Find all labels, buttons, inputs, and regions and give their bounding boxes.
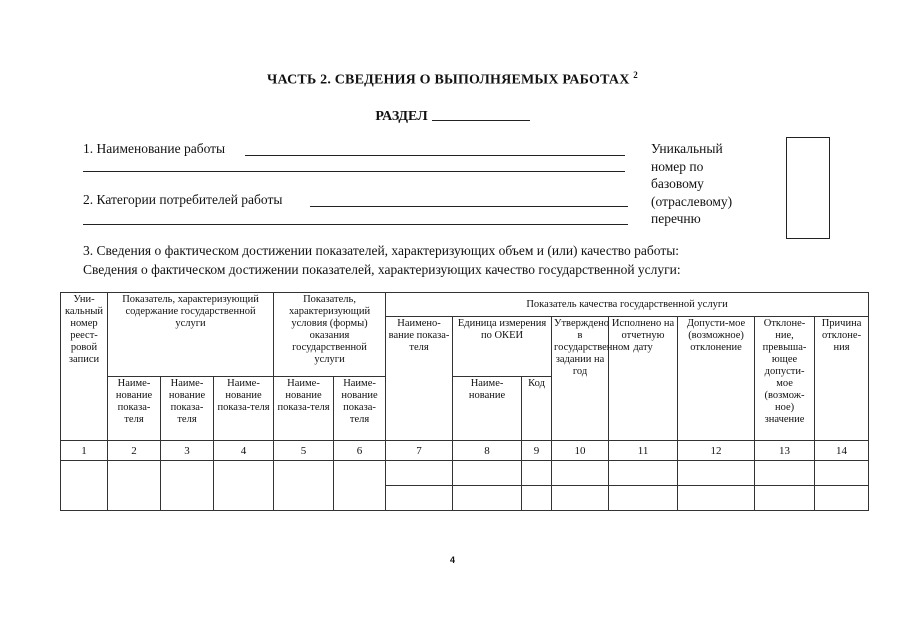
work-name-blank[interactable] [245,155,625,156]
data-cell[interactable] [386,461,453,486]
unique-number-label [651,140,732,228]
column-number: 12 [678,441,755,461]
work-name-label: 1. Наименование работы [83,141,226,156]
data-cell[interactable] [815,486,869,511]
section-number-blank[interactable] [432,108,530,121]
data-cell[interactable] [453,461,522,486]
unique-number-line: базовому [651,176,704,191]
column-number: 14 [815,441,869,461]
header-done: Исполнено на отчетную дату [609,317,678,441]
column-number: 6 [334,441,386,461]
consumers-blank[interactable] [310,206,628,207]
column-number: 13 [755,441,815,461]
header-sub-indicator-name: Наиме-нование показа-теля [334,377,386,441]
data-cell[interactable] [755,486,815,511]
data-cell[interactable] [609,461,678,486]
header-sub-indicator-name: Наиме-нование показа-теля [214,377,274,441]
column-number: 1 [61,441,108,461]
header-approved: Утверждено в государственном задании на год [552,317,609,441]
column-number: 4 [214,441,274,461]
data-cell[interactable] [678,486,755,511]
page-title [0,70,905,89]
column-number: 8 [453,441,522,461]
consumers-label: 2. Категории потребителей работы [83,192,283,207]
header-excess-deviation: Отклоне-ние, превыша-ющее допусти-мое (возмож-ное) значение [755,317,815,441]
section-heading [0,108,905,125]
data-cell-content-1[interactable] [108,461,161,511]
unique-number-line: перечню [651,211,701,226]
consumers-blank-2[interactable] [83,224,628,225]
section-label: РАЗДЕЛ [375,109,428,124]
data-cell[interactable] [815,461,869,486]
unique-number-line: (отраслевому) [651,193,733,209]
column-number: 3 [161,441,214,461]
info-line-2: Сведения о фактическом достижении показателей, характеризующих качество государственной услуги: [83,262,681,277]
data-cell-unique-number[interactable] [61,461,108,511]
header-content-indicator: Показатель, характеризующий содержание государственной услуги [108,293,274,377]
header-quality-indicator: Показатель качества государственной услуги [386,293,869,317]
header-allowed-deviation: Допусти-мое (возможное) отклонение [678,317,755,441]
column-number: 2 [108,441,161,461]
data-cell-content-2[interactable] [161,461,214,511]
header-sub-indicator-name: Наиме-нование показа-теля [161,377,214,441]
data-cell[interactable] [453,486,522,511]
header-deviation-reason: Причина отклоне-ния [815,317,869,441]
header-unit-name: Наиме-нование [453,377,522,441]
unique-number-box[interactable] [786,137,830,239]
data-cell[interactable] [609,486,678,511]
footnote-marker: 2 [633,70,638,80]
header-sub-indicator-name: Наиме-нование показа-теля [274,377,334,441]
work-name-blank-2[interactable] [83,171,625,172]
header-indicator-name: Наимено-вание показа-теля [386,317,453,441]
column-number: 11 [609,441,678,461]
column-number: 10 [552,441,609,461]
data-cell-content-3[interactable] [214,461,274,511]
header-conditions-indicator: Показатель, характеризующий условия (формы) оказания государственной услуги [274,293,386,377]
unique-number-line: Уникальный [651,141,723,156]
info-line-1: 3. Сведения о фактическом достижении показателей, характеризующих объем и (или) качество работы: [83,243,680,258]
data-cell[interactable] [678,461,755,486]
column-number: 9 [522,441,552,461]
column-number: 7 [386,441,453,461]
data-cell-conditions-1[interactable] [274,461,334,511]
page-number: 4 [449,555,455,565]
quality-table [60,292,869,511]
header-sub-indicator-name: Наиме-нование показа-теля [108,377,161,441]
data-cell[interactable] [522,486,552,511]
column-number: 5 [274,441,334,461]
header-unit: Единица измерения по ОКЕИ [453,317,552,377]
unique-number-line: номер по [651,158,704,174]
title-text: ЧАСТЬ 2. СВЕДЕНИЯ О ВЫПОЛНЯЕМЫХ РАБОТАХ [267,72,630,88]
data-cell-conditions-2[interactable] [334,461,386,511]
header-unique-number: Уни-кальный номер реест-ровой записи [61,293,108,441]
data-cell[interactable] [755,461,815,486]
data-cell[interactable] [386,486,453,511]
data-cell[interactable] [552,486,609,511]
data-cell[interactable] [552,461,609,486]
data-cell[interactable] [522,461,552,486]
header-unit-code: Код [522,377,552,441]
